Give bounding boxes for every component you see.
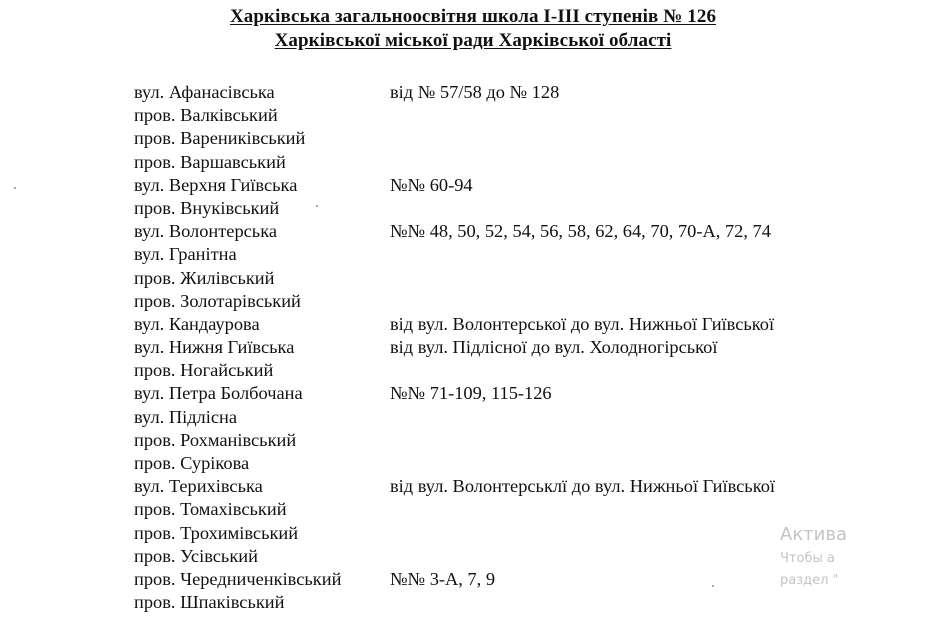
street-name: пров. Усівський	[134, 545, 258, 566]
watermark-line-2: раздел "	[780, 573, 839, 588]
scan-speck	[14, 187, 16, 189]
street-name: вул. Петра Болбочана	[134, 383, 303, 404]
windows-activation-watermark	[780, 522, 847, 592]
street-name: вул. Волонтерська	[134, 221, 278, 242]
street-name: пров. Чередниченківський	[134, 568, 342, 589]
house-range: №№ 3-А, 7, 9	[390, 568, 496, 589]
street-row	[134, 104, 840, 127]
scan-speck	[712, 585, 714, 587]
street-name: пров. Рохманівський	[134, 429, 297, 450]
house-range: №№ 71-109, 115-126	[390, 383, 552, 404]
street-name: пров. Томахівський	[134, 499, 287, 520]
house-range: від вул. Волонтерськлї до вул. Нижньої Гиївської	[390, 476, 775, 497]
street-name: вул. Кандаурова	[134, 313, 260, 334]
street-name: вул. Гранітна	[134, 244, 237, 265]
street-row	[134, 591, 840, 614]
house-range: від вул. Підлісної до вул. Холодногірської	[390, 337, 718, 358]
street-name: пров. Сурікова	[134, 453, 250, 473]
street-row	[134, 174, 840, 197]
street-row	[134, 429, 840, 452]
street-row	[134, 336, 840, 359]
street-name: пров. Варшавський	[134, 151, 286, 172]
street-row	[134, 243, 840, 266]
street-row	[134, 522, 840, 545]
street-row	[134, 498, 840, 521]
street-row	[134, 568, 840, 591]
street-row	[134, 313, 840, 336]
street-name: вул. Нижня Гиївська	[134, 337, 295, 358]
watermark-line-1: Чтобы а	[780, 551, 835, 566]
street-name: вул. Підлісна	[134, 406, 238, 427]
street-row	[134, 220, 840, 243]
watermark-title: Актива	[780, 524, 848, 545]
street-name: вул. Терихівська	[134, 476, 263, 497]
street-row	[134, 290, 840, 313]
street-row	[134, 267, 840, 290]
street-name: пров. Варениківський	[134, 128, 306, 149]
street-row	[134, 545, 840, 568]
street-list	[134, 81, 840, 614]
street-row	[134, 127, 840, 150]
street-name: вул. Афанасівська	[134, 82, 275, 102]
document-title-line-2: Харківської міської ради Харківської області	[274, 30, 672, 51]
street-row	[134, 197, 840, 220]
street-row	[134, 359, 840, 382]
house-range: №№ 60-94	[390, 174, 473, 195]
street-name: вул. Верхня Гиївська	[134, 174, 298, 195]
street-row	[134, 382, 840, 405]
street-name: пров. Жилівський	[134, 267, 275, 288]
street-row	[134, 475, 840, 498]
street-name: пров. Ногайський	[134, 360, 274, 381]
street-name: пров. Шпаківський	[134, 592, 285, 613]
street-row	[134, 151, 840, 174]
street-name: пров. Валківський	[134, 105, 278, 126]
house-range: від вул. Волонтерської до вул. Нижньої Гиївської	[390, 313, 775, 334]
street-name: пров. Золотарівський	[134, 290, 301, 311]
scan-speck	[316, 205, 318, 207]
street-row	[134, 81, 840, 104]
document-title-line-1: Харківська загальноосвітня школа І-ІІІ ступенів № 126	[229, 6, 717, 27]
house-range: від № 57/58 до № 128	[390, 82, 560, 102]
street-name: пров. Трохимівський	[134, 522, 299, 543]
street-row	[134, 406, 840, 429]
street-name: пров. Внуківський	[134, 197, 280, 218]
street-row	[134, 452, 840, 475]
house-range: №№ 48, 50, 52, 54, 56, 58, 62, 64, 70, 70-А, 72, 74	[390, 221, 771, 242]
